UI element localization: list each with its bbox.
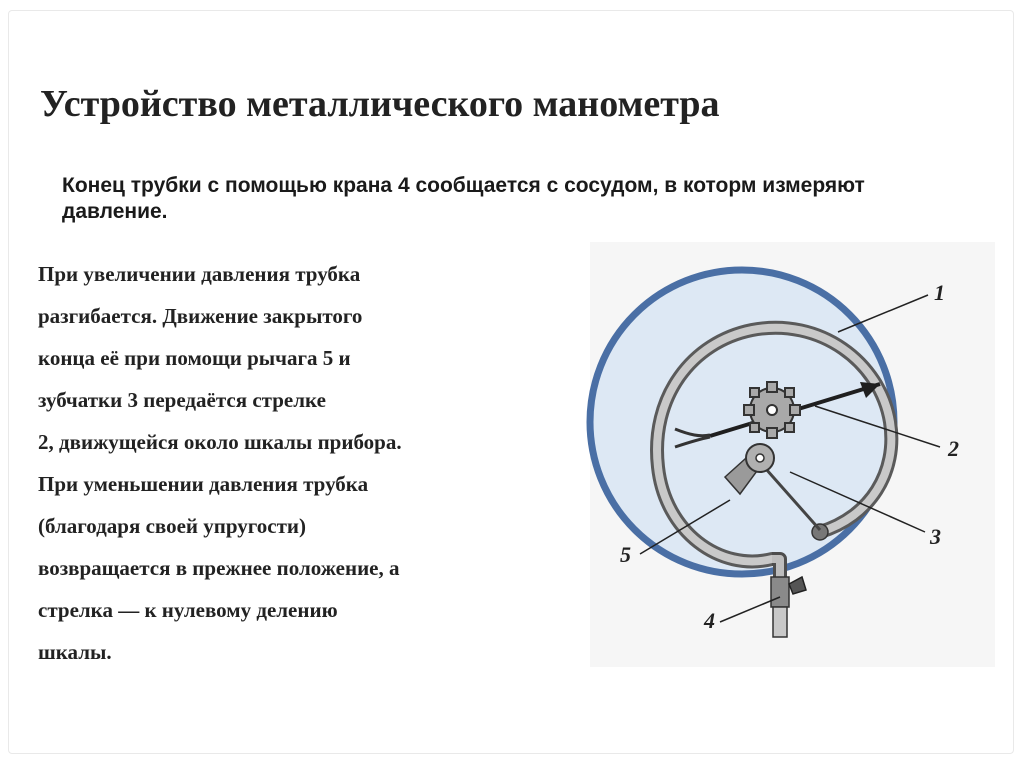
body-line: (благодаря своей упругости) [38,514,307,538]
body-line: 2, движущейся около шкалы прибора. [38,430,402,454]
manometer-diagram [580,232,1000,672]
gear-sector [746,444,774,472]
body-line: При увеличении давления трубка [38,262,361,286]
gear-large [744,382,800,438]
dial-face [590,270,894,574]
body-text [38,253,558,673]
body-line: шкалы. [38,640,112,664]
callout-5: 5 [620,542,631,567]
callout-1: 1 [934,280,945,305]
manometer-svg [580,232,1000,672]
callout-3: 3 [930,524,941,549]
body-line: возвращается в прежнее положение, а [38,556,400,580]
body-line: конца её при помощи рычага 5 и [38,346,351,370]
body-line: стрелка — к нулевому делению [38,598,338,622]
body-line: зубчатки 3 передаётся стрелке [38,388,326,412]
callout-4: 4 [704,608,715,633]
body-line: разгибается. Движение закрытого [38,304,363,328]
callout-2: 2 [948,436,959,461]
body-line: При уменьшении давления трубка [38,472,369,496]
slide-title: Устройство металлического манометра [40,83,720,125]
slide-subtitle: Конец трубки с помощью крана 4 сообщается с сосудом, в которм измеряют давление. [62,174,865,223]
